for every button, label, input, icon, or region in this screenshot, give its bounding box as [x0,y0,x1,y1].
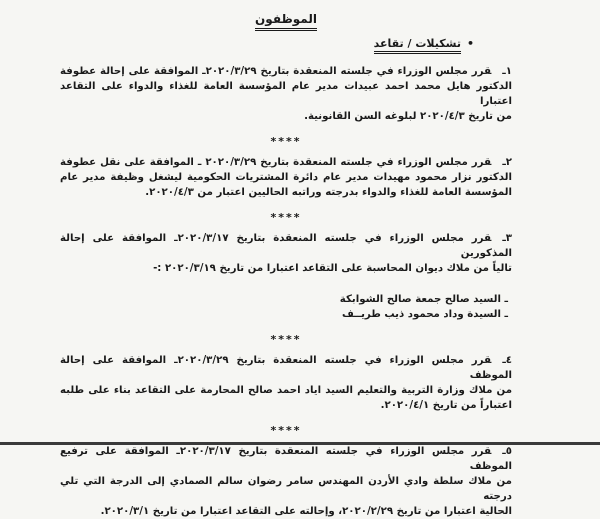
section-heading [60,36,512,51]
item-line: من ملاك وزارة التربية والتعليم السيد اياد احمد صالح المحارمة على التقاعد بناء على طلبه [60,385,512,396]
bullet-icon: • [466,37,474,50]
item-number: ٥ـ [502,446,512,457]
asterisk-separator: **** [270,135,302,148]
decree-item-5 [60,444,512,519]
asterisk-separator: **** [270,333,302,346]
decree-item-4 [60,353,512,413]
item-text: قرر مجلس الوزراء في جلسته المنعقدة بتاريخ ٢٠٢٠/٣/١٧ـ الموافقة على إحالة المذكورين [60,233,512,259]
item-line: تالياً من ملاك ديوان المحاسبة على التقاعد اعتبارا من تاريخ ٢٠٢٠/٣/١٩ :- [153,263,512,274]
item-line: الدكتور نزار محمود مهيدات مدير عام دائرة المشتريات الحكومية ليشغل وظيفة مدير عام [60,172,512,183]
item-line [60,444,512,474]
decree-item-2 [60,155,512,200]
item-text: قرر مجلس الوزراء في جلسته المنعقدة بتاريخ ٢٠٢٠/٣/١٧ـ الموافقة على ترفيع الموظف [60,446,512,472]
retiree-name: ـ السيدة وداد محمود ذيب طريــف [341,309,508,320]
item-line: المؤسسة العامة للغذاء والدواء بدرجته وراتبه الحاليين اعتبار من ٢٠٢٠/٤/٣. [145,187,512,198]
decree-item-1 [60,64,512,124]
item-line [60,64,512,79]
item-line: الحالية اعتبارا من تاريخ ٢٠٢٠/٢/٢٩، وإحالته على التقاعد اعتبارا من تاريخ ٢٠٢٠/٣/١. [100,506,512,517]
asterisk-separator: **** [270,424,302,437]
item-number: ٤ـ [502,355,513,366]
retiree-name: ـ السيد صالح جمعة صالح الشوابكة [339,294,508,305]
item-line: من تاريخ ٢٠٢٠/٤/٣ لبلوغه السن القانونية. [304,111,512,122]
item-text: قرر مجلس الوزراء في جلسته المنعقدة بتاريخ ٢٠٢٠/٣/٢٩ـ الموافقة على إحالة الموظف [60,355,512,381]
item-number: ١ـ [502,66,512,77]
item-line [60,231,512,261]
asterisk-separator: **** [270,211,302,224]
item-line: من ملاك سلطة وادي الأردن المهندس سامر رضوان سالم الصمادي إلى الدرجة التي تلي درجته [60,476,512,502]
decree-item-3 [60,231,512,276]
section-title: تشكيلات / تقاعد [374,36,461,54]
item-line [60,155,512,170]
page-title: الموظفون [255,12,317,31]
title-row [60,12,512,32]
item-line: الدكتور هايل محمد احمد عبيدات مدير عام المؤسسة العامة للغذاء والدواء على التقاعد اعتبارا [60,81,512,107]
item-text: قرر مجلس الوزراء في جلسته المنعقدة بتاريخ ٢٠٢٠/٣/٢٩ ـ الموافقة على نقل عطوفة [60,157,492,168]
item-line [60,353,512,383]
retiree-names-list [60,292,512,322]
item-number: ٣ـ [502,233,513,244]
item-line: اعتباراً من تاريخ ٢٠٢٠/٤/١. [380,400,512,411]
item-text: قرر مجلس الوزراء في جلسته المنعقدة بتاريخ ٢٠٢٠/٣/٢٩ـ الموافقة على إحالة عطوفة [60,66,492,77]
item-number: ٢ـ [502,157,513,168]
